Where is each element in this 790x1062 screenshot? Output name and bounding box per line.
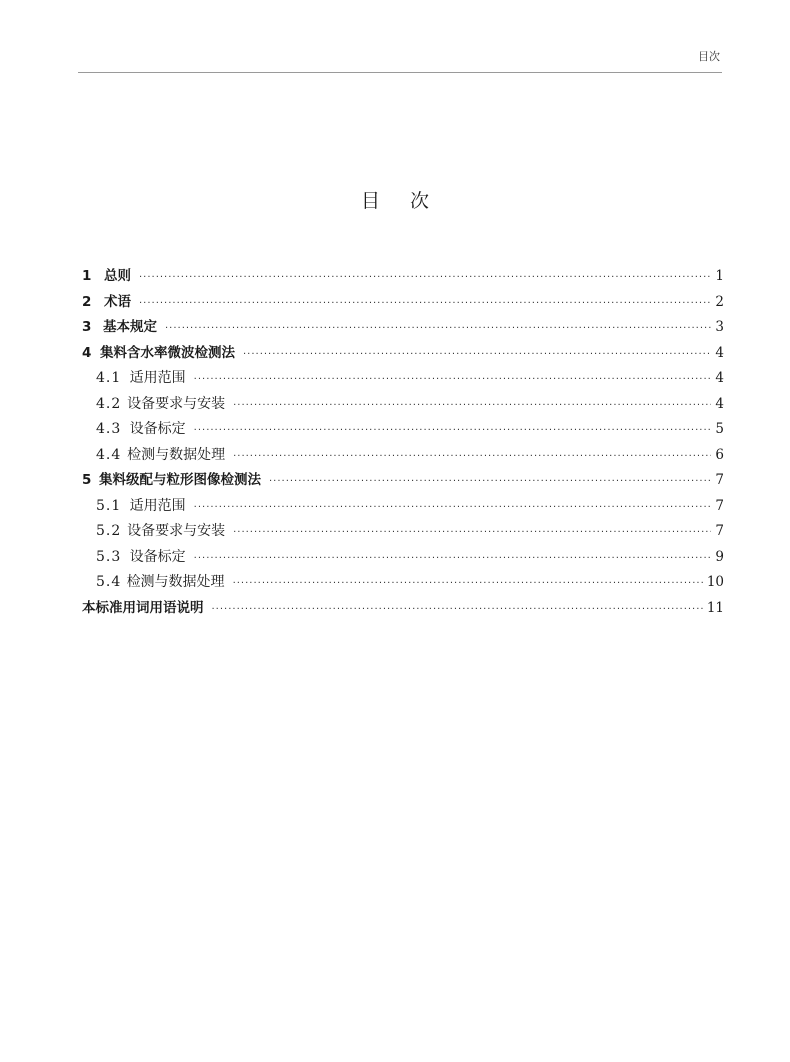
toc-leader-dots bbox=[194, 367, 712, 393]
toc-page-number: 9 bbox=[715, 548, 724, 565]
toc-leader-dots bbox=[194, 495, 712, 521]
toc-leader-dots bbox=[233, 571, 703, 597]
toc-entry[interactable] bbox=[82, 545, 724, 571]
toc-entry[interactable] bbox=[82, 341, 724, 367]
toc-leader-dots bbox=[139, 265, 711, 291]
toc-entry[interactable] bbox=[82, 519, 724, 545]
toc-entry-label: 设备要求与安装 bbox=[127, 395, 226, 412]
table-of-contents bbox=[82, 264, 724, 621]
toc-entry-label: 适用范围 bbox=[129, 497, 186, 514]
toc-page-number: 2 bbox=[715, 293, 724, 310]
toc-entry-number: 5.4 bbox=[96, 574, 122, 590]
toc-page-number: 7 bbox=[715, 472, 724, 488]
toc-page-number: 4 bbox=[715, 344, 724, 361]
toc-leader-dots bbox=[194, 546, 712, 572]
toc-leader-dots bbox=[233, 520, 711, 546]
toc-leader-dots bbox=[212, 597, 703, 623]
toc-leader-dots bbox=[269, 469, 711, 495]
toc-entry-number: 5 bbox=[82, 472, 92, 488]
toc-entry-label: 设备标定 bbox=[129, 421, 186, 437]
toc-entry-label: 集料含水率微波检测法 bbox=[99, 344, 235, 361]
toc-page-number: 1 bbox=[715, 268, 724, 284]
toc-entry-number: 3 bbox=[82, 319, 92, 335]
toc-entry-number: 4.2 bbox=[96, 395, 122, 412]
toc-entry-number: 5.2 bbox=[96, 523, 122, 539]
toc-entry[interactable] bbox=[82, 570, 724, 596]
toc-entry-label: 总则 bbox=[103, 268, 131, 284]
toc-entry-label: 设备要求与安装 bbox=[127, 523, 226, 539]
toc-entry-number: 4.1 bbox=[96, 370, 122, 386]
toc-page-number: 7 bbox=[715, 523, 724, 539]
toc-page-number: 11 bbox=[706, 599, 724, 616]
toc-page-number: 7 bbox=[715, 497, 724, 514]
toc-entry[interactable] bbox=[82, 596, 724, 622]
toc-entry[interactable] bbox=[82, 366, 724, 392]
toc-leader-dots bbox=[165, 316, 711, 342]
toc-entry-label: 本标准用词用语说明 bbox=[82, 599, 204, 616]
toc-entry-number: 1 bbox=[82, 268, 92, 284]
toc-entry-number: 5.3 bbox=[96, 548, 122, 565]
toc-entry-label: 术语 bbox=[103, 293, 131, 310]
toc-leader-dots bbox=[194, 418, 712, 444]
toc-leader-dots bbox=[233, 444, 711, 470]
toc-page-number: 4 bbox=[715, 395, 724, 412]
toc-page-number: 6 bbox=[715, 446, 724, 463]
toc-entry-label: 检测与数据处理 bbox=[126, 574, 225, 590]
toc-page-number: 5 bbox=[715, 421, 724, 437]
toc-entry-number: 4 bbox=[82, 344, 92, 361]
toc-leader-dots bbox=[243, 342, 711, 368]
toc-entry[interactable] bbox=[82, 468, 724, 494]
toc-entry[interactable] bbox=[82, 264, 724, 290]
toc-entry-number: 4.4 bbox=[96, 446, 122, 463]
header-divider bbox=[78, 72, 722, 73]
toc-entry-number: 2 bbox=[82, 293, 92, 310]
toc-entry-number: 5.1 bbox=[96, 497, 122, 514]
running-header: 目次 bbox=[698, 50, 720, 63]
toc-entry-label: 适用范围 bbox=[129, 370, 186, 386]
toc-entry[interactable] bbox=[82, 443, 724, 469]
toc-entry[interactable] bbox=[82, 417, 724, 443]
toc-entry-label: 检测与数据处理 bbox=[127, 446, 226, 463]
toc-leader-dots bbox=[233, 393, 711, 419]
toc-entry[interactable] bbox=[82, 494, 724, 520]
toc-page-number: 3 bbox=[715, 319, 724, 335]
toc-entry[interactable] bbox=[82, 392, 724, 418]
toc-entry-label: 集料级配与粒形图像检测法 bbox=[98, 472, 261, 488]
toc-entry-number: 4.3 bbox=[96, 421, 122, 437]
toc-entry[interactable] bbox=[82, 290, 724, 316]
toc-entry[interactable] bbox=[82, 315, 724, 341]
toc-leader-dots bbox=[139, 291, 711, 317]
toc-entry-label: 设备标定 bbox=[129, 548, 186, 565]
toc-page-number: 10 bbox=[706, 574, 724, 590]
toc-entry-label: 基本规定 bbox=[102, 319, 157, 335]
toc-page-number: 4 bbox=[715, 370, 724, 386]
page-title: 目次 bbox=[360, 190, 459, 212]
